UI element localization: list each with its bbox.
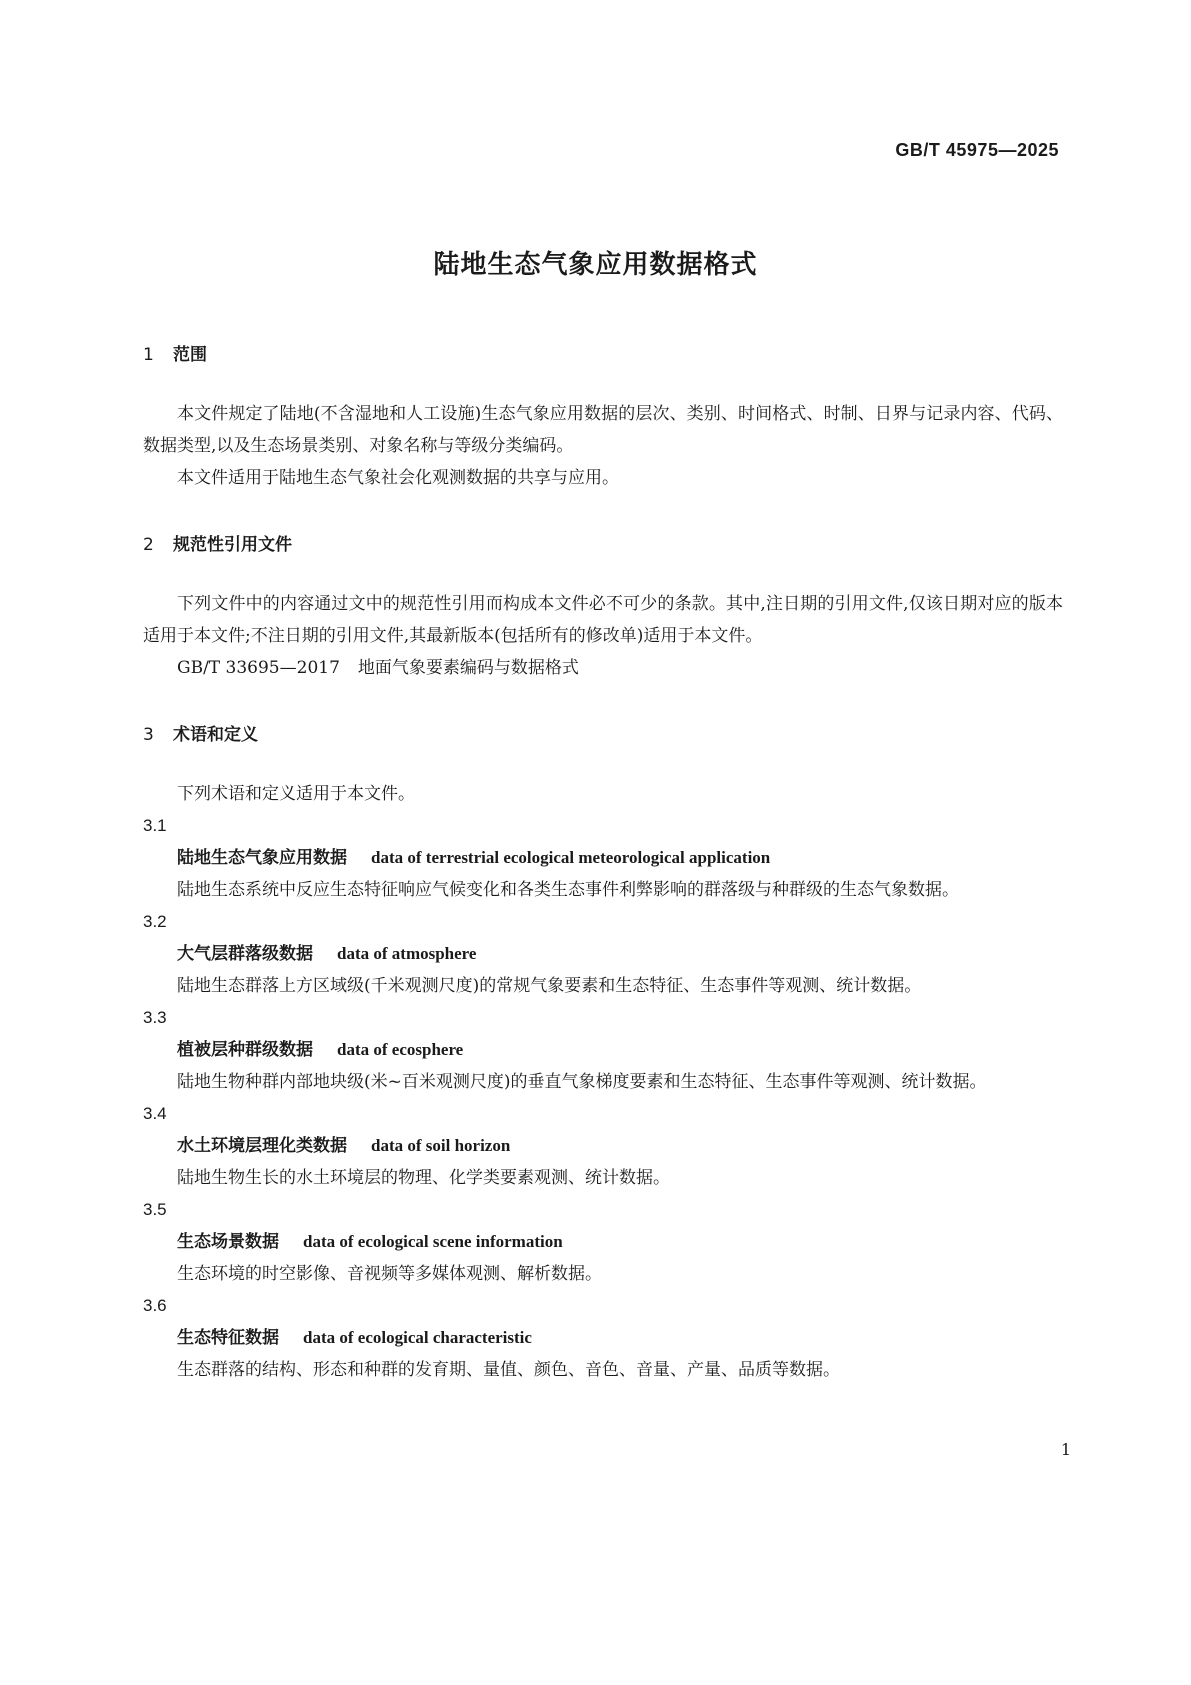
references-paragraph: 下列文件中的内容通过文中的规范性引用而构成本文件必不可少的条款。其中,注日期的引用文件,仅该日期对应的版本适用于本文件;不注日期的引用文件,其最新版本(包括所有的修改单)适用于本文件。 [143,594,1063,646]
document-title: 陆地生态气象应用数据格式 [433,250,758,280]
term-number: 3.5 [143,1200,167,1219]
section-heading-terms [143,720,1063,750]
term-name-en: data of ecosphere [337,1040,464,1059]
term-number: 3.1 [143,816,167,835]
term-name-zh: 大气层群落级数据 [177,944,313,964]
section-number: 1 [143,345,154,365]
term-definition: 陆地生态群落上方区域级(千米观测尺度)的常规气象要素和生态特征、生态事件等观测、统计数据。 [177,976,922,996]
standard-code: GB/T 45975—2025 [895,140,1059,160]
section-title: 术语和定义 [173,725,258,745]
term-name [143,938,1063,970]
term-entry [143,1098,1063,1194]
term-name [143,1226,1063,1258]
term-name-en: data of ecological scene information [303,1232,563,1251]
terms-intro: 下列术语和定义适用于本文件。 [177,784,415,804]
term-definition: 陆地生物生长的水土环境层的物理、化学类要素观测、统计数据。 [177,1168,670,1188]
section-title: 规范性引用文件 [173,535,292,555]
page-number: 1 [1060,1440,1071,1459]
term-entry [143,1002,1063,1098]
document-body [143,340,1063,1386]
term-number: 3.2 [143,912,167,931]
term-name-en: data of atmosphere [337,944,477,963]
term-number: 3.4 [143,1104,167,1123]
term-number: 3.6 [143,1296,167,1315]
term-name [143,1130,1063,1162]
reference-entry [143,652,1063,684]
term-number: 3.3 [143,1008,167,1027]
scope-paragraph-1: 本文件规定了陆地(不含湿地和人工设施)生态气象应用数据的层次、类别、时间格式、时制、日界与记录内容、代码、数据类型,以及生态场景类别、对象名称与等级分类编码。 [143,404,1063,456]
term-name-zh: 生态场景数据 [177,1232,279,1252]
term-name [143,1322,1063,1354]
section-number: 2 [143,535,154,555]
term-name-en: data of ecological characteristic [303,1328,532,1347]
term-entry [143,1290,1063,1386]
term-entry [143,906,1063,1002]
term-name-zh: 水土环境层理化类数据 [177,1136,347,1156]
reference-code: GB/T 33695—2017 [177,658,340,678]
term-entry [143,1194,1063,1290]
scope-paragraph-2: 本文件适用于陆地生态气象社会化观测数据的共享与应用。 [177,468,619,488]
section-heading-normative-references [143,530,1063,560]
term-name-en: data of soil horizon [371,1136,511,1155]
term-definition: 陆地生态系统中反应生态特征响应气候变化和各类生态事件利弊影响的群落级与种群级的生态气象数据。 [177,880,959,900]
section-number: 3 [143,725,154,745]
term-definition: 生态群落的结构、形态和种群的发育期、量值、颜色、音色、音量、产量、品质等数据。 [177,1360,840,1380]
term-definition: 生态环境的时空影像、音视频等多媒体观测、解析数据。 [177,1264,602,1284]
term-name [143,842,1063,874]
section-title: 范围 [173,345,207,365]
term-entry [143,810,1063,906]
term-name-zh: 生态特征数据 [177,1328,279,1348]
term-definition: 陆地生物种群内部地块级(米~百米观测尺度)的垂直气象梯度要素和生态特征、生态事件等观测、统计数据。 [177,1072,987,1092]
term-name-en: data of terrestrial ecological meteorological application [371,848,771,867]
section-heading-scope [143,340,1063,370]
term-name [143,1034,1063,1066]
reference-title: 地面气象要素编码与数据格式 [357,658,579,678]
term-name-zh: 陆地生态气象应用数据 [177,848,347,868]
term-name-zh: 植被层种群级数据 [177,1040,313,1060]
